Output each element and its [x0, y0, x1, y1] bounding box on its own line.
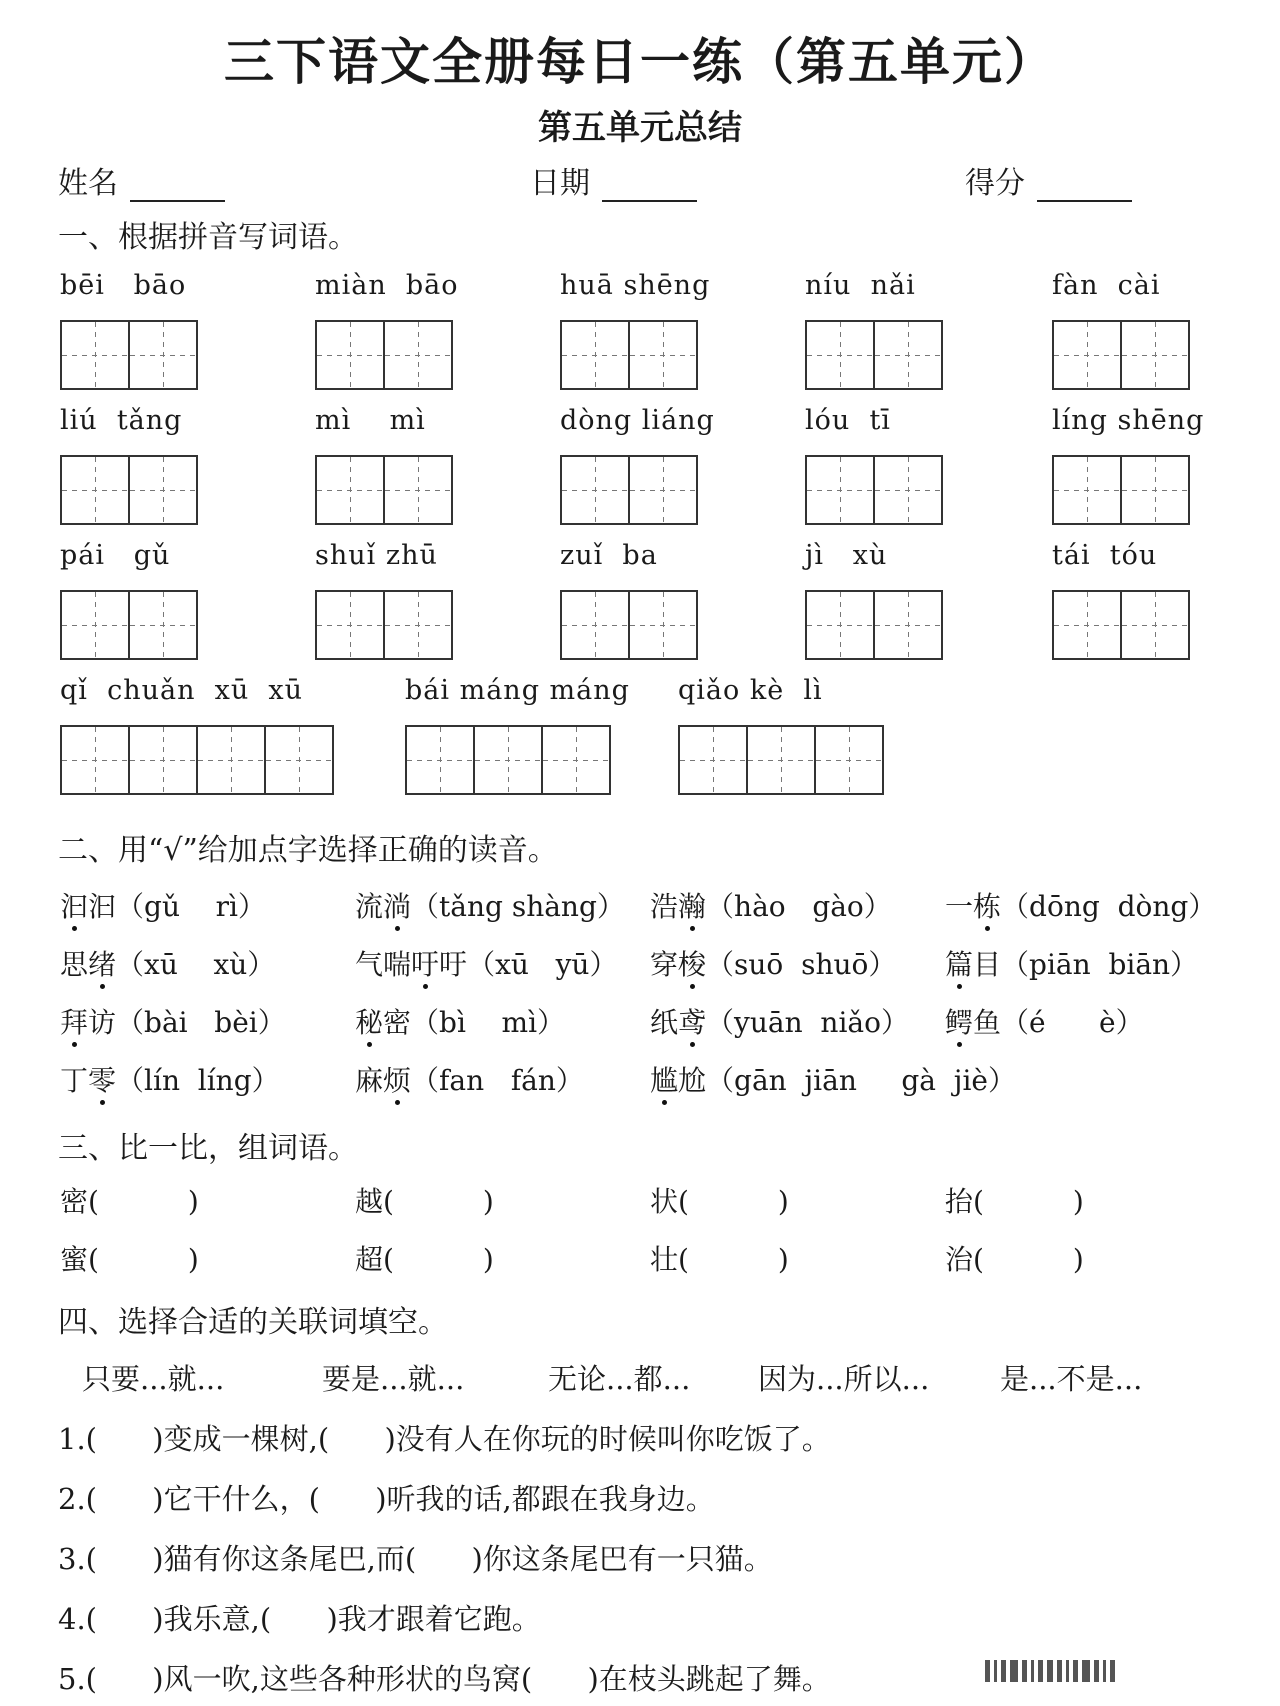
compare-item[interactable]: 状( )	[650, 1185, 789, 1218]
word-character: 气	[355, 948, 384, 981]
word-character: 喘	[383, 948, 412, 981]
writing-cell[interactable]	[678, 725, 748, 795]
pinyin-prompt: bái máng máng	[405, 675, 630, 706]
fill-in-sentence[interactable]: 3.( )猫有你这条尾巴,而( )你这条尾巴有一只猫。	[58, 1542, 773, 1576]
date-field[interactable]	[530, 158, 697, 202]
dotted-character: 吁	[411, 948, 440, 981]
date-blank[interactable]	[602, 172, 697, 202]
conjunction-option: 无论...都...	[548, 1362, 691, 1396]
conjunction-option: 因为...所以...	[758, 1362, 930, 1396]
writing-grid[interactable]	[678, 725, 882, 795]
reading-options[interactable]: （lín líng）	[116, 1064, 280, 1097]
writing-grid[interactable]	[1052, 590, 1188, 660]
pinyin-prompt: zuǐ ba	[560, 540, 658, 571]
compare-item[interactable]: 治( )	[945, 1243, 1084, 1276]
word-character: 鱼	[973, 1006, 1002, 1039]
dotted-character: 尴	[650, 1064, 679, 1097]
writing-cell[interactable]	[196, 725, 266, 795]
writing-cell[interactable]	[560, 455, 630, 525]
reading-item[interactable]	[355, 943, 617, 983]
fill-in-sentence[interactable]: 2.( )它干什么，( )听我的话,都跟在我身边。	[58, 1482, 715, 1516]
reading-options[interactable]: （dōng dòng）	[1001, 890, 1217, 923]
reading-item[interactable]	[60, 885, 266, 925]
writing-grid[interactable]	[315, 320, 451, 390]
writing-cell[interactable]	[315, 455, 385, 525]
reading-item[interactable]	[650, 943, 896, 983]
dotted-character: 梭	[678, 948, 707, 981]
writing-cell[interactable]	[128, 590, 198, 660]
writing-cell[interactable]	[805, 590, 875, 660]
score-field[interactable]	[965, 158, 1132, 202]
writing-cell[interactable]	[560, 590, 630, 660]
writing-grid[interactable]	[60, 590, 196, 660]
pinyin-prompt: níu nǎi	[805, 270, 916, 301]
reading-item[interactable]	[945, 943, 1198, 983]
writing-grid[interactable]	[805, 320, 941, 390]
writing-cell[interactable]	[873, 320, 943, 390]
dotted-character: 篇	[945, 948, 974, 981]
dotted-character: 零	[88, 1064, 117, 1097]
reading-item[interactable]	[650, 885, 892, 925]
reading-options[interactable]: （piān biān）	[1001, 948, 1199, 981]
reading-item[interactable]	[355, 885, 625, 925]
writing-cell[interactable]	[1052, 455, 1122, 525]
writing-grid[interactable]	[405, 725, 609, 795]
writing-cell[interactable]	[628, 455, 698, 525]
dotted-character: 栋	[973, 890, 1002, 923]
reading-options[interactable]: （bì mì）	[411, 1006, 566, 1039]
fill-in-sentence[interactable]: 4.( )我乐意,( )我才跟着它跑。	[58, 1602, 541, 1636]
section-3-title: 三、比一比，组词语。	[58, 1131, 358, 1166]
writing-cell[interactable]	[473, 725, 543, 795]
reading-options[interactable]: （gān jiān gà jiè）	[706, 1064, 1016, 1097]
dotted-character: 绪	[88, 948, 117, 981]
watermark-barcode	[985, 1655, 1265, 1687]
pinyin-prompt: shuǐ zhū	[315, 540, 438, 571]
pinyin-prompt: dòng liáng	[560, 405, 715, 436]
pinyin-prompt: huā shēng	[560, 270, 711, 301]
reading-item[interactable]	[60, 1059, 280, 1099]
compare-item[interactable]: 壮( )	[650, 1243, 789, 1276]
reading-options[interactable]: （tǎng shàng）	[411, 890, 625, 923]
writing-grid[interactable]	[60, 455, 196, 525]
score-blank[interactable]	[1037, 172, 1132, 202]
word-character: 尬	[678, 1064, 707, 1097]
word-character: 浩	[650, 890, 679, 923]
word-character: 一	[945, 890, 974, 923]
reading-options[interactable]: （é è）	[1001, 1006, 1144, 1039]
conjunction-option: 是...不是...	[1000, 1362, 1143, 1396]
word-character: 纸	[650, 1006, 679, 1039]
writing-cell[interactable]	[805, 320, 875, 390]
writing-cell[interactable]	[383, 320, 453, 390]
writing-cell[interactable]	[1120, 590, 1190, 660]
reading-options[interactable]: （bài bèi）	[116, 1006, 286, 1039]
reading-options[interactable]: （fan fán）	[411, 1064, 584, 1097]
writing-grid[interactable]	[805, 455, 941, 525]
writing-cell[interactable]	[873, 590, 943, 660]
dotted-character: 汩	[60, 890, 89, 923]
word-character: 目	[973, 948, 1002, 981]
section-2-title: 二、用“√”给加点字选择正确的读音。	[58, 833, 558, 868]
reading-options[interactable]: （xū yū）	[467, 948, 618, 981]
word-character: 流	[355, 890, 384, 923]
writing-cell[interactable]	[746, 725, 816, 795]
reading-options[interactable]: （yuān niǎo）	[706, 1006, 909, 1039]
writing-cell[interactable]	[128, 455, 198, 525]
writing-cell[interactable]	[128, 725, 198, 795]
reading-options[interactable]: （gǔ rì）	[116, 890, 266, 923]
writing-cell[interactable]	[805, 455, 875, 525]
pinyin-prompt: qǐ chuǎn xū xū	[60, 675, 304, 706]
page-subtitle: 第五单元总结	[538, 108, 742, 148]
word-character: 访	[88, 1006, 117, 1039]
fill-in-sentence[interactable]: 1.( )变成一棵树,( )没有人在你玩的时候叫你吃饭了。	[58, 1422, 831, 1456]
date-label: 日期	[530, 166, 590, 201]
reading-options[interactable]: （xū xù）	[116, 948, 276, 981]
reading-item[interactable]	[60, 1001, 286, 1041]
writing-cell[interactable]	[1120, 455, 1190, 525]
reading-options[interactable]: （hào gào）	[706, 890, 892, 923]
pinyin-prompt: miàn bāo	[315, 270, 459, 301]
pinyin-prompt: jì xù	[805, 540, 888, 571]
score-label: 得分	[965, 166, 1025, 201]
reading-item[interactable]	[650, 1001, 909, 1041]
writing-grid[interactable]	[560, 455, 696, 525]
compare-item[interactable]: 越( )	[355, 1185, 494, 1218]
writing-cell[interactable]	[60, 320, 130, 390]
reading-item[interactable]	[945, 885, 1216, 925]
compare-item[interactable]: 超( )	[355, 1243, 494, 1276]
word-character: 密	[383, 1006, 412, 1039]
writing-cell[interactable]	[60, 590, 130, 660]
name-blank[interactable]	[130, 172, 225, 202]
section-4-title: 四、选择合适的关联词填空。	[58, 1305, 448, 1340]
pinyin-prompt: tái tóu	[1052, 540, 1158, 571]
word-character: 吁	[439, 948, 468, 981]
writing-grid[interactable]	[315, 455, 451, 525]
writing-grid[interactable]	[1052, 455, 1188, 525]
writing-cell[interactable]	[60, 455, 130, 525]
pinyin-prompt: qiǎo kè lì	[678, 675, 823, 706]
conjunction-option: 只要...就...	[82, 1362, 225, 1396]
pinyin-prompt: líng shēng	[1052, 405, 1205, 436]
conjunction-option: 要是...就...	[322, 1362, 465, 1396]
writing-cell[interactable]	[315, 590, 385, 660]
writing-cell[interactable]	[1052, 590, 1122, 660]
writing-cell[interactable]	[405, 725, 475, 795]
dotted-character: 秘	[355, 1006, 384, 1039]
writing-cell[interactable]	[383, 590, 453, 660]
compare-item[interactable]: 抬( )	[945, 1185, 1084, 1218]
reading-options[interactable]: （suō shuō）	[706, 948, 897, 981]
writing-cell[interactable]	[383, 455, 453, 525]
writing-cell[interactable]	[541, 725, 611, 795]
writing-cell[interactable]	[60, 725, 130, 795]
writing-cell[interactable]	[315, 320, 385, 390]
pinyin-prompt: lóu tī	[805, 405, 891, 436]
page-title: 三下语文全册每日一练（第五单元）	[224, 33, 1056, 91]
writing-cell[interactable]	[814, 725, 884, 795]
dotted-character: 拜	[60, 1006, 89, 1039]
writing-cell[interactable]	[628, 590, 698, 660]
fill-in-sentence[interactable]: 5.( )风一吹,这些各种形状的鸟窝( )在枝头跳起了舞。	[58, 1662, 831, 1696]
writing-grid[interactable]	[560, 320, 696, 390]
dotted-character: 瀚	[678, 890, 707, 923]
writing-cell[interactable]	[1052, 320, 1122, 390]
writing-grid[interactable]	[60, 725, 332, 795]
writing-cell[interactable]	[873, 455, 943, 525]
reading-item[interactable]	[60, 943, 275, 983]
writing-grid[interactable]	[60, 320, 196, 390]
writing-cell[interactable]	[264, 725, 334, 795]
word-character: 穿	[650, 948, 679, 981]
pinyin-prompt: mì mì	[315, 405, 426, 436]
dotted-character: 烦	[383, 1064, 412, 1097]
word-character: 丁	[60, 1064, 89, 1097]
pinyin-prompt: liú tǎng	[60, 405, 183, 436]
pinyin-prompt: bēi bāo	[60, 270, 187, 301]
writing-cell[interactable]	[628, 320, 698, 390]
word-character: 麻	[355, 1064, 384, 1097]
reading-item[interactable]	[355, 1059, 584, 1099]
compare-item[interactable]: 密( )	[60, 1185, 199, 1218]
pinyin-prompt: fàn cài	[1052, 270, 1161, 301]
name-label: 姓名	[58, 166, 118, 201]
dotted-character: 淌	[383, 890, 412, 923]
word-character: 思	[60, 948, 89, 981]
reading-item[interactable]	[945, 1001, 1144, 1041]
dotted-character: 鸢	[678, 1006, 707, 1039]
writing-cell[interactable]	[128, 320, 198, 390]
writing-grid[interactable]	[1052, 320, 1188, 390]
writing-grid[interactable]	[315, 590, 451, 660]
name-field[interactable]	[58, 158, 225, 202]
writing-grid[interactable]	[805, 590, 941, 660]
section-1-title: 一、根据拼音写词语。	[58, 220, 358, 255]
dotted-character: 鳄	[945, 1006, 974, 1039]
reading-item[interactable]	[650, 1059, 1016, 1099]
compare-item[interactable]: 蜜( )	[60, 1243, 199, 1276]
pinyin-prompt: pái gǔ	[60, 540, 171, 571]
writing-cell[interactable]	[1120, 320, 1190, 390]
word-character: 汩	[88, 890, 117, 923]
writing-grid[interactable]	[560, 590, 696, 660]
reading-item[interactable]	[355, 1001, 565, 1041]
writing-cell[interactable]	[560, 320, 630, 390]
